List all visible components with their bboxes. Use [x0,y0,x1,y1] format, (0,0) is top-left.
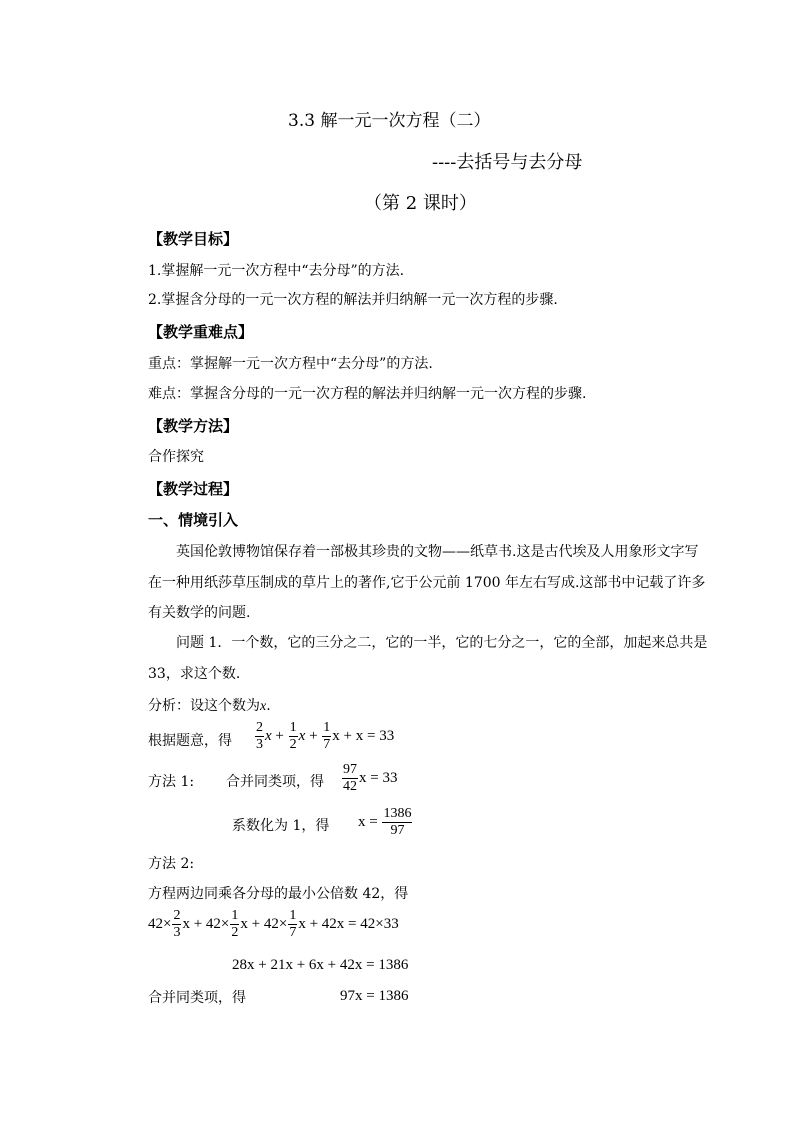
goals-heading: 【教学目标】 [148,230,239,248]
method-1-step-1: 合并同类项，得 [226,774,324,790]
key-heading: 【教学重难点】 [148,323,254,341]
fraction-one-seventh: $\frac{1}{7}$ [323,720,331,752]
goal-2: 2.掌握含分母的一元一次方程的解法并归纳解一元一次方程的步骤. [148,292,558,308]
method-2-result: 97x = 1386 [340,988,409,1004]
method-2-step: 方程两边同乘各分母的最小公倍数 42，得 [148,886,409,902]
method-text: 合作探究 [148,449,204,465]
method-2-combine: 合并同类项，得 [148,990,246,1006]
fraction-one-half: $\frac{1}{2}$ [289,720,297,752]
analysis-variable: x [260,699,267,714]
main-equation: $\frac{2}{3}$ x + $\frac{1}{2}$ x + $\frac{1}{7}$ x + x = 33 [256,720,395,752]
fraction-two-thirds: $\frac{2}{3}$ [256,720,263,752]
analysis-suffix: . [266,698,271,714]
lesson-period: （第 2 课时） [364,193,477,214]
paragraph-line-2: 在一种用纸莎草压制成的草片上的著作,它于公元前 1700 年左右写成.这部书中记载了许多 [148,575,706,591]
equation-tail: x + x = 33 [332,727,395,744]
problem-line-1: 问题 1．一个数，它的三分之二，它的一半，它的七分之一，它的全部，加起来总共是 [176,635,708,651]
method-1-step-2: 系数化为 1，得 [232,818,330,834]
method-2-equation-1: 42× $\frac{2}{3}$ x + 42× $\frac{1}{2}$ x + 42× $\frac{1}{7}$ x + 42x = 42×33 [148,908,399,940]
method-2-equation-2: 28x + 21x + 6x + 42x = 1386 [232,957,409,973]
method-1-equation-2 [358,806,413,839]
analysis-line [148,697,271,716]
method-1-lhs: x = [358,813,378,830]
key-point: 重点：掌握解一元一次方程中“去分母”的方法. [148,356,433,372]
method-1-rhs: x = 33 [359,769,398,786]
fraction-one-seventh-2: $\frac{1}{7}$ [289,908,297,940]
page-subtitle: ----去括号与去分母 [432,152,583,173]
analysis-prefix: 分析：设这个数为 [148,698,260,714]
method-2-label: 方法 2: [148,856,195,872]
goal-1: 1.掌握解一元一次方程中“去分母”的方法. [148,263,405,279]
method-heading: 【教学方法】 [148,417,239,435]
fraction-coefficient: $\frac{97}{42}$ [343,762,357,794]
fraction-two-thirds-2: $\frac{2}{3}$ [173,908,181,940]
equation-label: 根据题意，得 [148,733,232,749]
fraction-one-half-2: $\frac{1}{2}$ [231,908,239,940]
method-1-label: 方法 1: [148,774,195,790]
problem-line-2: 33，求这个数. [148,666,241,682]
process-heading: 【教学过程】 [148,480,239,498]
intro-heading: 一、情境引入 [148,511,239,529]
paragraph-line-1: 英国伦敦博物馆保存着一部极其珍贵的文物——纸草书.这是古代埃及人用象形文字写 [176,544,699,560]
difficult-point: 难点：掌握含分母的一元一次方程的解法并归纳解一元一次方程的步骤. [148,386,587,402]
page-title: 3.3 解一元一次方程（二） [288,111,491,131]
fraction-solution: $\frac{1386}{97}$ [383,806,412,838]
method-1-equation-1 [341,762,397,795]
paragraph-line-3: 有关数学的问题. [148,605,251,621]
